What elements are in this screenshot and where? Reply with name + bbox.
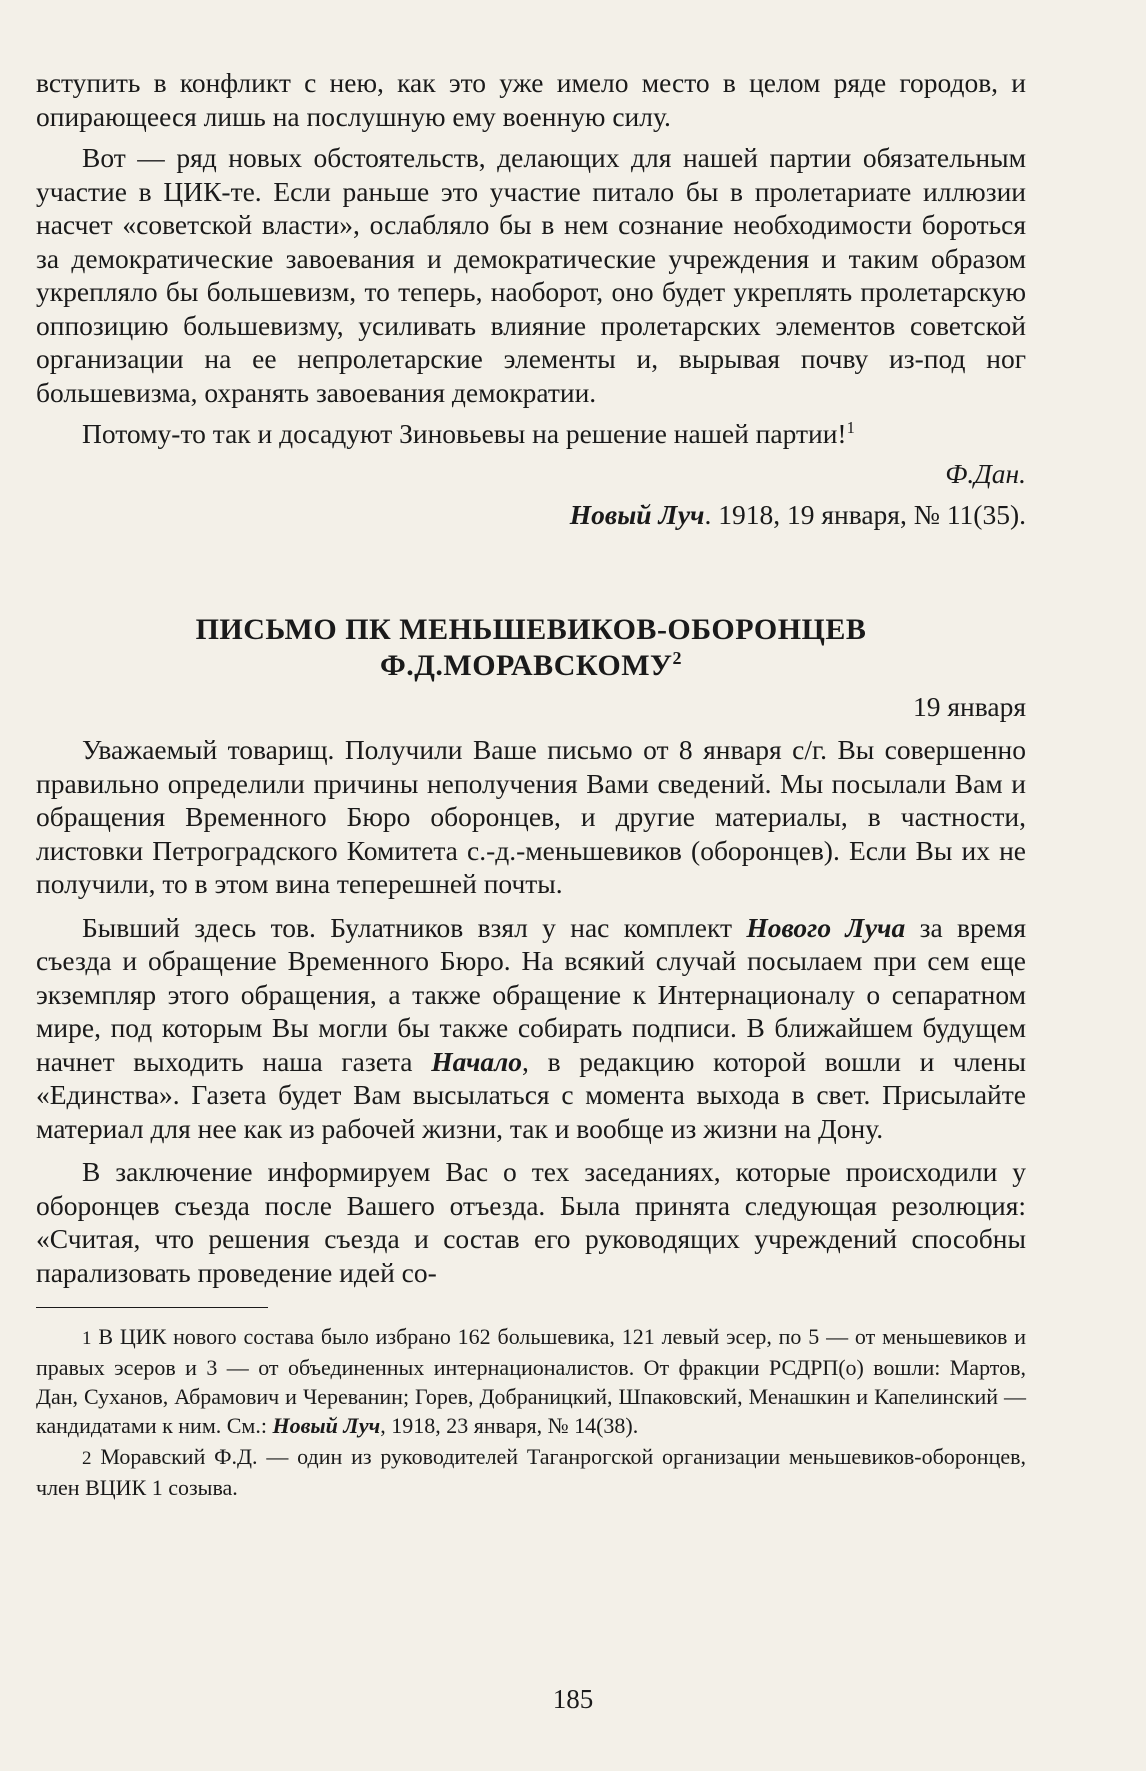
letter-title-line-1: ПИСЬМО ПК МЕНЬШЕВИКОВ-ОБОРОНЦЕВ [195, 612, 867, 646]
letter-paragraph-2-part-e: , в редакцию которой вошли и члены «Единства». Газета будет Вам высылаться с момента выхода в свет. Присылайте материал для нее как из рабочей жизни, так и вообще из жизни на Дону. [36, 1045, 1026, 1144]
footnote-2-number: 2 [82, 1448, 92, 1469]
footnote-2 [36, 1442, 1026, 1502]
letter-date: 19 января [913, 690, 1026, 722]
newspaper-nachalo: Начало [431, 1045, 523, 1077]
letter-paragraph-2-part-c: за время съезда и обращение Временного Бюро. На всякий случай посылаем при сем еще экземпляр этого обращения, а также обращение к Интернационалу о сепаратном мире, под которым Вы могли бы также собирать подписи. В ближайшем будущем начнет выходить наша газета [36, 911, 1026, 1077]
letter-paragraph-2 [36, 911, 1026, 1146]
carryover-paragraph-3 [36, 417, 1026, 451]
carryover-paragraph-3-text: Потому-то так и досадуют Зиновьевы на решение нашей партии! [82, 418, 847, 449]
author-signature: Ф.Дан. [945, 457, 1026, 489]
carryover-paragraph-1: вступить в конфликт с нею, как это уже имело место в целом ряде городов, и опирающееся лишь на послушную ему военную силу. [36, 67, 1026, 132]
footnote-1-text: В ЦИК нового состава было избрано 162 большевика, 121 левый эсер, по 5 — от меньшевиков и правых эсеров и 3 — от объединенных интернационалистов. От фракции РСДРП(о) вошли: Мартов, Дан, Суханов, Абрамович и Череванин; Горев, Добраницкий, Шпаковский, Менашкин и Капелинский — кандидатами к ним. См.: [36, 1324, 1026, 1438]
source-details: . 1918, 19 января, № 11(35). [704, 499, 1026, 530]
page-body [36, 66, 1026, 1502]
footnote-1-number: 1 [82, 1328, 92, 1349]
footnote-1-details: , 1918, 23 января, № 14(38). [380, 1413, 639, 1438]
page-number: 185 [552, 1684, 594, 1714]
footnote-1 [36, 1322, 1026, 1440]
letter-title [36, 612, 1026, 684]
footnote-2-text: Моравский Ф.Д. — один из руководителей Таганрогской организации меньшевиков-оборонцев, член ВЦИК 1 созыва. [36, 1444, 1026, 1500]
footnote-divider [36, 1307, 268, 1308]
letter-title-line-2: Ф.Д.МОРАВСКОМУ [379, 648, 673, 682]
letter-paragraph-1: Уважаемый товарищ. Получили Ваше письмо от 8 января с/г. Вы совершенно правильно определили причины неполучения Вами сведений. Мы посылали Вам и обращения Временного Бюро оборонцев, и другие материалы, в частности, листовки Петроградского Комитета с.-д.-меньшевиков (оборонцев). Если Вы их не получили, то в этом вина теперешней почты. [36, 734, 1026, 899]
footnote-ref-1: 1 [846, 417, 855, 437]
footnote-1-newspaper: Новый Луч [272, 1413, 381, 1438]
carryover-paragraph-2: Вот — ряд новых обстоятельств, делающих для нашей партии обязательным участие в ЦИК-те. Если раньше это участие питало бы в пролетариате иллюзии насчет «советской власти», ослабляло бы в нем сознание необходимости бороться за демократические завоевания и демократические учреждения и таким образом укрепляло бы большевизм, то теперь, наоборот, оно будет укреплять пролетарскую оппозицию большевизму, усиливать влияние пролетарских элементов советской организации на ее непролетарские элементы и, вырывая почву из-под ног большевизма, охранять завоевания демократии. [36, 142, 1026, 408]
letter-paragraph-2-part-a: Бывший здесь тов. Булатников взял у нас комплект [82, 911, 747, 943]
newspaper-novy-luch: Нового Луча [746, 911, 906, 943]
letter-paragraph-3: В заключение информируем Вас о тех заседаниях, которые происходили у оборонцев съезда после Вашего отъезда. Была принята следующая резолюция: «Считая, что решения съезда и состав его руководящих учреждений способны парализовать проведение идей со- [36, 1156, 1026, 1288]
footnote-ref-2: 2 [672, 647, 683, 668]
source-newspaper: Новый Луч [569, 499, 705, 530]
source-citation [36, 498, 1026, 532]
